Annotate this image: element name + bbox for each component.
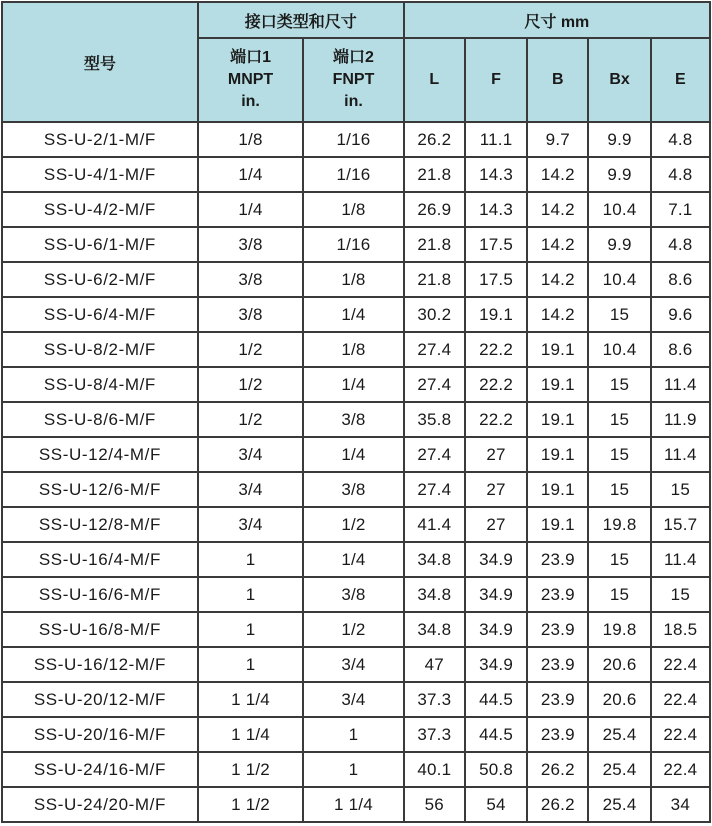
cell-model: SS-U-4/2-M/F <box>2 192 198 227</box>
cell-port2: 3/8 <box>303 472 403 507</box>
cell-b: 26.2 <box>527 752 588 787</box>
header-port-group: 接口类型和尺寸 <box>198 2 404 38</box>
table-row <box>2 297 710 332</box>
header-port1-line: 端口1 <box>230 49 271 66</box>
cell-bx: 19.8 <box>588 507 650 542</box>
cell-port2: 3/4 <box>303 647 403 682</box>
table-row <box>2 157 710 192</box>
cell-e: 7.1 <box>651 192 710 227</box>
cell-f: 22.2 <box>465 332 527 367</box>
header-dim-e: E <box>651 38 710 122</box>
cell-port1: 1 <box>198 577 303 612</box>
cell-l: 37.3 <box>404 717 465 752</box>
cell-b: 23.9 <box>527 717 588 752</box>
cell-f: 34.9 <box>465 612 527 647</box>
cell-bx: 15 <box>588 542 650 577</box>
cell-model: SS-U-20/12-M/F <box>2 682 198 717</box>
cell-f: 19.1 <box>465 297 527 332</box>
header-port1-line: in. <box>241 93 260 110</box>
cell-model: SS-U-16/8-M/F <box>2 612 198 647</box>
cell-f: 44.5 <box>465 682 527 717</box>
cell-b: 19.1 <box>527 332 588 367</box>
cell-port1: 1/2 <box>198 402 303 437</box>
cell-e: 8.6 <box>651 262 710 297</box>
cell-l: 21.8 <box>404 262 465 297</box>
cell-e: 4.8 <box>651 157 710 192</box>
cell-f: 34.9 <box>465 542 527 577</box>
cell-port2: 3/8 <box>303 402 403 437</box>
table-row <box>2 752 710 787</box>
cell-bx: 15 <box>588 577 650 612</box>
table-row <box>2 437 710 472</box>
table-row <box>2 367 710 402</box>
cell-bx: 19.8 <box>588 612 650 647</box>
cell-f: 50.8 <box>465 752 527 787</box>
cell-b: 14.2 <box>527 297 588 332</box>
cell-port1: 1 1/2 <box>198 787 303 822</box>
cell-model: SS-U-12/4-M/F <box>2 437 198 472</box>
cell-port1: 1 1/4 <box>198 682 303 717</box>
cell-e: 22.4 <box>651 717 710 752</box>
cell-l: 34.8 <box>404 577 465 612</box>
cell-port1: 1/4 <box>198 192 303 227</box>
cell-port1: 1 <box>198 542 303 577</box>
table-row <box>2 542 710 577</box>
cell-port2: 1/4 <box>303 297 403 332</box>
cell-e: 11.4 <box>651 542 710 577</box>
cell-f: 27 <box>465 472 527 507</box>
cell-port1: 1/2 <box>198 367 303 402</box>
cell-f: 22.2 <box>465 367 527 402</box>
cell-l: 27.4 <box>404 332 465 367</box>
cell-f: 54 <box>465 787 527 822</box>
cell-b: 14.2 <box>527 227 588 262</box>
cell-port1: 1 <box>198 612 303 647</box>
table-row <box>2 262 710 297</box>
cell-l: 47 <box>404 647 465 682</box>
header-port2 <box>303 38 403 122</box>
cell-e: 18.5 <box>651 612 710 647</box>
cell-l: 37.3 <box>404 682 465 717</box>
cell-bx: 10.4 <box>588 262 650 297</box>
table-row <box>2 402 710 437</box>
cell-bx: 20.6 <box>588 647 650 682</box>
cell-port2: 1/2 <box>303 612 403 647</box>
cell-f: 11.1 <box>465 122 527 157</box>
cell-f: 17.5 <box>465 227 527 262</box>
header-dim-l: L <box>404 38 465 122</box>
cell-model: SS-U-24/20-M/F <box>2 787 198 822</box>
cell-b: 19.1 <box>527 437 588 472</box>
header-dim-group: 尺寸 mm <box>404 2 710 38</box>
cell-bx: 20.6 <box>588 682 650 717</box>
table-row <box>2 227 710 262</box>
header-model: 型号 <box>2 2 198 122</box>
cell-port2: 1/16 <box>303 227 403 262</box>
cell-f: 27 <box>465 507 527 542</box>
cell-port2: 3/4 <box>303 682 403 717</box>
cell-port2: 1 <box>303 717 403 752</box>
cell-port2: 1/2 <box>303 507 403 542</box>
cell-port1: 1/2 <box>198 332 303 367</box>
cell-b: 26.2 <box>527 787 588 822</box>
cell-model: SS-U-8/6-M/F <box>2 402 198 437</box>
cell-model: SS-U-12/6-M/F <box>2 472 198 507</box>
table-row <box>2 122 710 157</box>
cell-b: 23.9 <box>527 612 588 647</box>
cell-bx: 10.4 <box>588 332 650 367</box>
cell-l: 26.2 <box>404 122 465 157</box>
cell-e: 11.4 <box>651 367 710 402</box>
table-row <box>2 577 710 612</box>
cell-e: 34 <box>651 787 710 822</box>
cell-e: 4.8 <box>651 122 710 157</box>
cell-port2: 1/8 <box>303 192 403 227</box>
cell-l: 30.2 <box>404 297 465 332</box>
cell-l: 40.1 <box>404 752 465 787</box>
header-port2-line: 端口2 <box>333 49 374 66</box>
table-row <box>2 787 710 822</box>
cell-l: 34.8 <box>404 542 465 577</box>
cell-port1: 3/4 <box>198 472 303 507</box>
cell-l: 41.4 <box>404 507 465 542</box>
table-row <box>2 192 710 227</box>
cell-port1: 3/4 <box>198 437 303 472</box>
cell-l: 27.4 <box>404 472 465 507</box>
header-dim-f: F <box>465 38 527 122</box>
cell-e: 11.4 <box>651 437 710 472</box>
cell-bx: 15 <box>588 297 650 332</box>
table-row <box>2 612 710 647</box>
cell-f: 27 <box>465 437 527 472</box>
cell-b: 9.7 <box>527 122 588 157</box>
cell-port1: 3/8 <box>198 262 303 297</box>
table-row <box>2 647 710 682</box>
cell-bx: 15 <box>588 402 650 437</box>
cell-b: 19.1 <box>527 472 588 507</box>
cell-b: 19.1 <box>527 507 588 542</box>
cell-model: SS-U-16/12-M/F <box>2 647 198 682</box>
cell-port2: 1/8 <box>303 332 403 367</box>
cell-l: 27.4 <box>404 437 465 472</box>
cell-l: 34.8 <box>404 612 465 647</box>
cell-port2: 1/4 <box>303 367 403 402</box>
cell-bx: 9.9 <box>588 122 650 157</box>
cell-model: SS-U-6/1-M/F <box>2 227 198 262</box>
cell-port1: 3/8 <box>198 297 303 332</box>
cell-b: 19.1 <box>527 402 588 437</box>
table-row <box>2 682 710 717</box>
cell-port1: 1 1/4 <box>198 717 303 752</box>
cell-port1: 1/4 <box>198 157 303 192</box>
cell-port2: 1 <box>303 752 403 787</box>
cell-b: 23.9 <box>527 577 588 612</box>
cell-bx: 25.4 <box>588 717 650 752</box>
cell-model: SS-U-16/6-M/F <box>2 577 198 612</box>
cell-model: SS-U-4/1-M/F <box>2 157 198 192</box>
cell-l: 26.9 <box>404 192 465 227</box>
cell-b: 14.2 <box>527 192 588 227</box>
cell-port1: 3/4 <box>198 507 303 542</box>
cell-b: 23.9 <box>527 542 588 577</box>
cell-port2: 1/8 <box>303 262 403 297</box>
cell-l: 21.8 <box>404 157 465 192</box>
cell-model: SS-U-12/8-M/F <box>2 507 198 542</box>
cell-l: 35.8 <box>404 402 465 437</box>
dimension-table <box>1 1 711 823</box>
cell-model: SS-U-8/2-M/F <box>2 332 198 367</box>
cell-bx: 9.9 <box>588 157 650 192</box>
table-row <box>2 507 710 542</box>
cell-model: SS-U-8/4-M/F <box>2 367 198 402</box>
header-port2-line: in. <box>344 93 363 110</box>
cell-e: 22.4 <box>651 682 710 717</box>
cell-e: 15 <box>651 472 710 507</box>
cell-port2: 1/16 <box>303 122 403 157</box>
cell-f: 34.9 <box>465 647 527 682</box>
cell-l: 56 <box>404 787 465 822</box>
cell-port2: 1/4 <box>303 437 403 472</box>
table-row <box>2 717 710 752</box>
cell-e: 9.6 <box>651 297 710 332</box>
header-port1 <box>198 38 303 122</box>
cell-model: SS-U-6/2-M/F <box>2 262 198 297</box>
cell-f: 22.2 <box>465 402 527 437</box>
cell-b: 23.9 <box>527 647 588 682</box>
cell-e: 15.7 <box>651 507 710 542</box>
cell-f: 14.3 <box>465 192 527 227</box>
cell-port1: 1/8 <box>198 122 303 157</box>
header-port2-line: FNPT <box>332 71 375 88</box>
cell-port1: 3/8 <box>198 227 303 262</box>
cell-bx: 10.4 <box>588 192 650 227</box>
cell-port2: 1 1/4 <box>303 787 403 822</box>
cell-b: 14.2 <box>527 262 588 297</box>
table-row <box>2 472 710 507</box>
cell-l: 27.4 <box>404 367 465 402</box>
cell-model: SS-U-24/16-M/F <box>2 752 198 787</box>
cell-l: 21.8 <box>404 227 465 262</box>
cell-b: 14.2 <box>527 157 588 192</box>
cell-f: 34.9 <box>465 577 527 612</box>
cell-bx: 15 <box>588 437 650 472</box>
table-body <box>2 122 710 822</box>
header-dim-bx: Bx <box>588 38 650 122</box>
cell-f: 44.5 <box>465 717 527 752</box>
cell-e: 8.6 <box>651 332 710 367</box>
cell-port1: 1 1/2 <box>198 752 303 787</box>
cell-b: 19.1 <box>527 367 588 402</box>
cell-b: 23.9 <box>527 682 588 717</box>
table-row <box>2 332 710 367</box>
cell-e: 11.9 <box>651 402 710 437</box>
cell-model: SS-U-2/1-M/F <box>2 122 198 157</box>
header-dim-b: B <box>527 38 588 122</box>
cell-f: 17.5 <box>465 262 527 297</box>
cell-bx: 15 <box>588 367 650 402</box>
cell-port2: 3/8 <box>303 577 403 612</box>
header-port1-line: MNPT <box>227 71 274 88</box>
cell-e: 4.8 <box>651 227 710 262</box>
table-header <box>2 2 710 122</box>
cell-port1: 1 <box>198 647 303 682</box>
cell-e: 22.4 <box>651 752 710 787</box>
cell-model: SS-U-20/16-M/F <box>2 717 198 752</box>
cell-bx: 9.9 <box>588 227 650 262</box>
cell-model: SS-U-16/4-M/F <box>2 542 198 577</box>
cell-bx: 25.4 <box>588 787 650 822</box>
cell-e: 22.4 <box>651 647 710 682</box>
cell-port2: 1/4 <box>303 542 403 577</box>
cell-bx: 15 <box>588 472 650 507</box>
cell-port2: 1/16 <box>303 157 403 192</box>
cell-e: 15 <box>651 577 710 612</box>
cell-bx: 25.4 <box>588 752 650 787</box>
cell-model: SS-U-6/4-M/F <box>2 297 198 332</box>
cell-f: 14.3 <box>465 157 527 192</box>
